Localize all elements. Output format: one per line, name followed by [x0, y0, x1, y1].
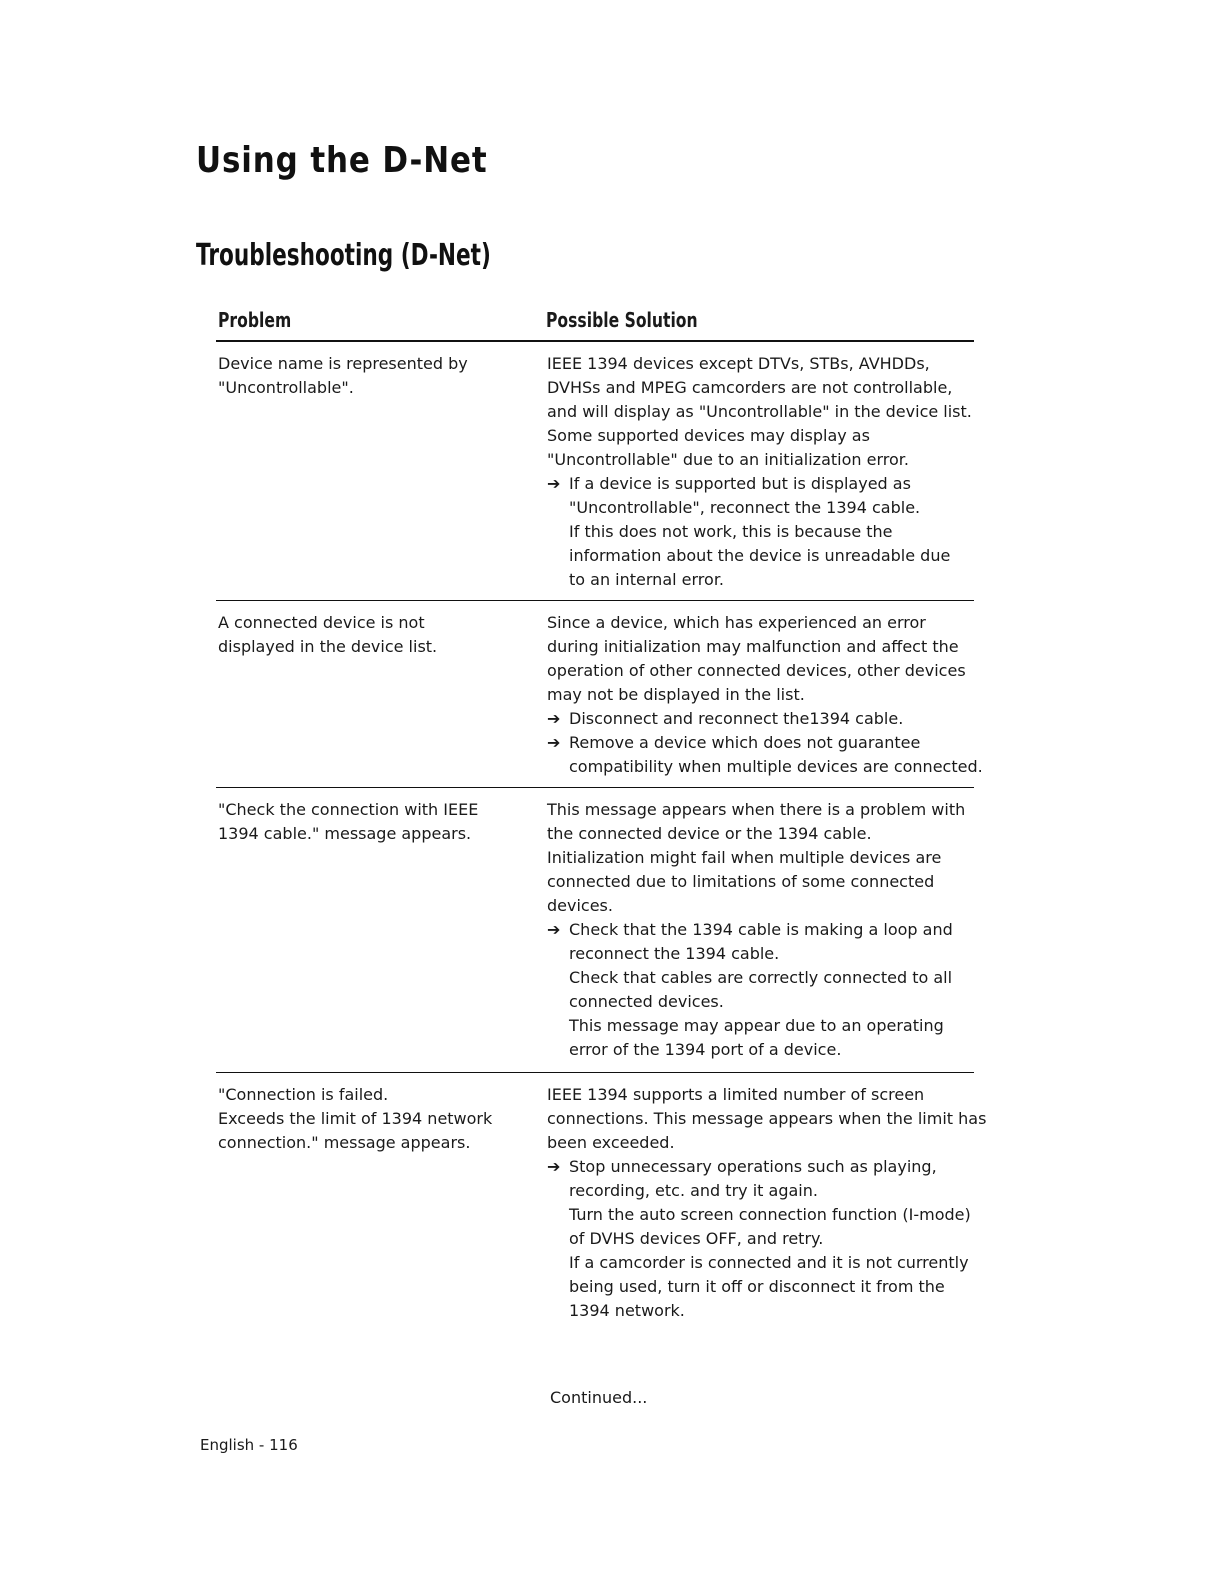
step-line: reconnect the 1394 cable. — [569, 944, 780, 963]
table-row — [216, 342, 974, 601]
solution-step — [547, 1155, 974, 1323]
problem-line: "Uncontrollable". — [218, 378, 354, 397]
solution-cell — [547, 1073, 987, 1331]
solution-line: operation of other connected devices, other devices — [547, 661, 966, 680]
solution-step — [547, 731, 983, 779]
table-body — [216, 342, 987, 1335]
solution-line: Some supported devices may display as — [547, 426, 870, 445]
right-arrow-icon: ➔ — [547, 920, 561, 939]
problem-cell — [218, 611, 518, 659]
problem-line: Exceeds the limit of 1394 network — [218, 1109, 493, 1128]
problem-cell — [218, 1083, 518, 1155]
problem-line: "Check the connection with IEEE — [218, 800, 479, 819]
step-line: recording, etc. and try it again. — [569, 1181, 818, 1200]
table-row — [216, 601, 983, 788]
step-line: This message may appear due to an operating — [569, 1016, 944, 1035]
step-line: compatibility when multiple devices are connected. — [569, 757, 983, 776]
step-line: If this does not work, this is because the — [569, 522, 893, 541]
step-line: being used, turn it off or disconnect it from the — [569, 1277, 945, 1296]
problem-cell — [218, 798, 518, 846]
table-header — [216, 308, 974, 342]
problem-line: A connected device is not — [218, 613, 425, 632]
section-title: Troubleshooting (D-Net) — [196, 238, 491, 273]
step-line: information about the device is unreadable due — [569, 546, 951, 565]
step-line: "Uncontrollable", reconnect the 1394 cable. — [569, 498, 921, 517]
solution-line: during initialization may malfunction and affect the — [547, 637, 959, 656]
solution-line: This message appears when there is a problem with — [547, 800, 966, 819]
problem-line: "Connection is failed. — [218, 1085, 389, 1104]
problem-line: connection." message appears. — [218, 1133, 471, 1152]
solution-cell — [547, 601, 983, 787]
continued-note: Continued... — [550, 1388, 648, 1407]
page-number: English - 116 — [200, 1436, 298, 1454]
solution-step — [547, 918, 974, 1062]
right-arrow-icon: ➔ — [547, 709, 561, 728]
step-line: Stop unnecessary operations such as playing, — [569, 1157, 937, 1176]
problem-line: displayed in the device list. — [218, 637, 438, 656]
solution-line: devices. — [547, 896, 613, 915]
column-header-problem: Problem — [218, 308, 292, 332]
troubleshooting-table — [216, 308, 987, 1335]
problem-line: Device name is represented by — [218, 354, 468, 373]
solution-line: connections. This message appears when the limit has — [547, 1109, 987, 1128]
problem-line: 1394 cable." message appears. — [218, 824, 472, 843]
right-arrow-icon: ➔ — [547, 474, 561, 493]
solution-line: been exceeded. — [547, 1133, 675, 1152]
solution-line: IEEE 1394 supports a limited number of screen — [547, 1085, 925, 1104]
column-header-solution: Possible Solution — [546, 308, 698, 332]
step-line: connected devices. — [569, 992, 724, 1011]
right-arrow-icon: ➔ — [547, 733, 561, 752]
step-line: Disconnect and reconnect the1394 cable. — [569, 709, 904, 728]
step-line: to an internal error. — [569, 570, 725, 589]
solution-cell — [547, 788, 974, 1070]
solution-line: connected due to limitations of some connected — [547, 872, 935, 891]
step-line: If a camcorder is connected and it is not currently — [569, 1253, 969, 1272]
solution-line: "Uncontrollable" due to an initialization error. — [547, 450, 909, 469]
step-line: If a device is supported but is displayed as — [569, 474, 911, 493]
solution-line: Since a device, which has experienced an error — [547, 613, 926, 632]
solution-line: and will display as "Uncontrollable" in the device list. — [547, 402, 972, 421]
table-row — [216, 1073, 987, 1335]
solution-step — [547, 472, 974, 592]
step-line: 1394 network. — [569, 1301, 685, 1320]
solution-line: may not be displayed in the list. — [547, 685, 805, 704]
right-arrow-icon: ➔ — [547, 1157, 561, 1176]
solution-cell — [547, 342, 974, 600]
solution-line: IEEE 1394 devices except DTVs, STBs, AVHDDs, — [547, 354, 930, 373]
table-row — [216, 788, 974, 1073]
solution-line: DVHSs and MPEG camcorders are not controllable, — [547, 378, 953, 397]
step-line: error of the 1394 port of a device. — [569, 1040, 842, 1059]
problem-cell — [218, 352, 518, 400]
solution-step — [547, 707, 974, 731]
step-line: Check that cables are correctly connected to all — [569, 968, 953, 987]
step-line: Turn the auto screen connection function (I-mode) — [569, 1205, 971, 1224]
solution-line: the connected device or the 1394 cable. — [547, 824, 872, 843]
step-line: Check that the 1394 cable is making a loop and — [569, 920, 953, 939]
page-title: Using the D-Net — [196, 140, 488, 181]
step-line: Remove a device which does not guarantee — [569, 733, 921, 752]
solution-line: Initialization might fail when multiple devices are — [547, 848, 942, 867]
step-line: of DVHS devices OFF, and retry. — [569, 1229, 824, 1248]
